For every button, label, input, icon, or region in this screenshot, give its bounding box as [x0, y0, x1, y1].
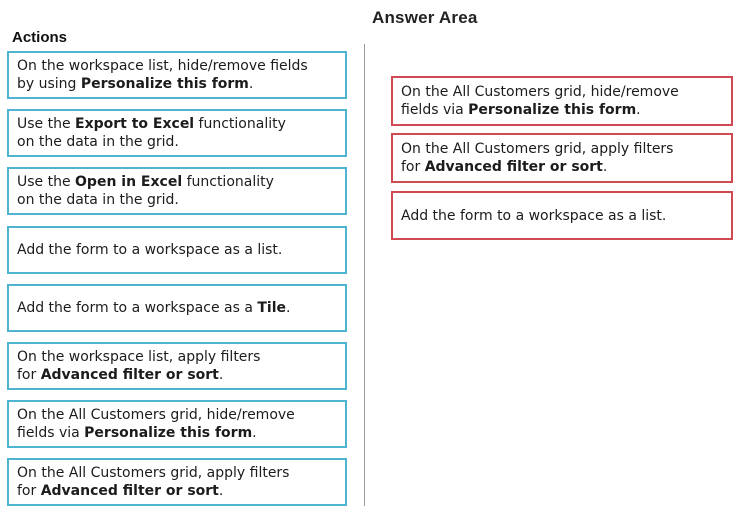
card-bold-text: Personalize this form — [80, 76, 249, 92]
card-text: On the workspace list, apply filters for — [17, 349, 261, 383]
answer-slot-1[interactable] — [391, 76, 733, 126]
action-item-2[interactable] — [7, 109, 347, 157]
card-text: On the All Customers grid, apply filters for — [17, 465, 290, 499]
action-item-text — [17, 173, 274, 209]
answer-area-title: Answer Area — [372, 8, 478, 27]
card-text: On the All Customers grid, hide/remove fields via — [401, 84, 679, 118]
card-text: . — [218, 367, 224, 383]
card-bold-text: Advanced filter or sort — [40, 367, 219, 383]
card-bold-text: Open in Excel — [75, 174, 183, 190]
card-text: . — [636, 102, 641, 118]
card-text: Add the form to a workspace as a list. — [17, 242, 283, 258]
answer-slot-2[interactable] — [391, 133, 733, 183]
action-item-6[interactable] — [7, 342, 347, 390]
card-text: On the All Customers grid, apply filters for — [401, 141, 674, 175]
action-item-4[interactable] — [7, 226, 347, 274]
column-divider — [364, 44, 365, 506]
action-item-text — [17, 115, 286, 151]
answer-slot-3[interactable] — [391, 191, 733, 240]
action-item-text — [17, 57, 308, 93]
action-item-text — [17, 299, 290, 317]
action-item-7[interactable] — [7, 400, 347, 448]
action-item-8[interactable] — [7, 458, 347, 506]
card-bold-text: Advanced filter or sort — [424, 159, 603, 175]
action-item-text — [17, 348, 260, 384]
action-item-text — [17, 464, 289, 500]
actions-title: Actions — [12, 29, 68, 46]
card-text: . — [286, 300, 291, 316]
action-item-text — [17, 241, 282, 259]
card-text: . — [602, 159, 608, 175]
answer-item-text — [401, 207, 666, 225]
action-item-3[interactable] — [7, 167, 347, 215]
action-item-1[interactable] — [7, 51, 347, 99]
card-bold-text: Tile — [257, 300, 287, 316]
card-bold-text: Export to Excel — [75, 116, 195, 132]
card-text: . — [248, 76, 254, 92]
card-bold-text: Personalize this form — [468, 102, 637, 118]
card-bold-text: Personalize this form — [84, 425, 253, 441]
action-item-text — [17, 406, 295, 442]
card-text: Add the form to a workspace as a — [17, 300, 258, 316]
card-text: functionality on the data in the grid. — [17, 174, 274, 208]
card-text: Use the — [17, 174, 76, 190]
card-bold-text: Advanced filter or sort — [40, 483, 219, 499]
card-text: . — [252, 425, 257, 441]
card-text: On the workspace list, hide/remove fields by using — [17, 58, 308, 92]
card-text: functionality on the data in the grid. — [17, 116, 286, 150]
card-text: Add the form to a workspace as a list. — [401, 207, 667, 224]
answer-item-text — [401, 140, 673, 176]
answer-item-text — [401, 83, 679, 119]
card-text: Use the — [17, 116, 76, 132]
action-item-5[interactable] — [7, 284, 347, 332]
card-text: On the All Customers grid, hide/remove fields via — [17, 407, 295, 441]
card-text: . — [218, 483, 224, 499]
